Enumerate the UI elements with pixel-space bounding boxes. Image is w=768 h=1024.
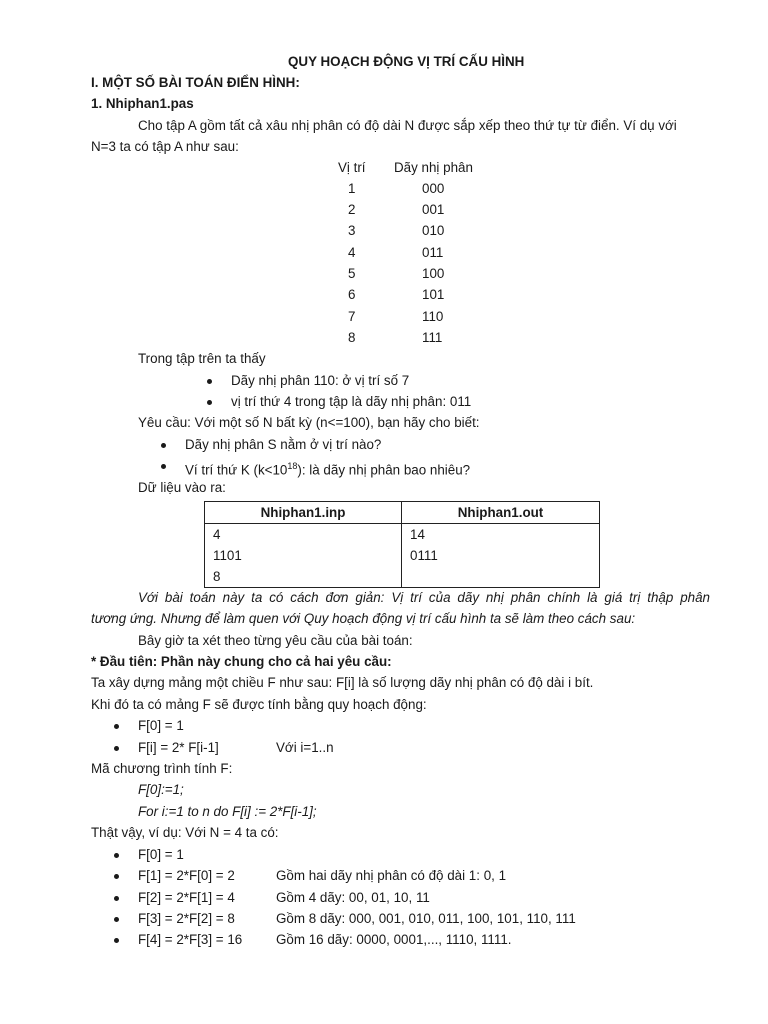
example-bullet: F[2] = 2*F[1] = 4	[138, 890, 235, 905]
observe-text: Trong tập trên ta thấy	[138, 351, 266, 366]
table-row-position: 3	[348, 223, 356, 238]
table-row-position: 5	[348, 266, 356, 281]
io-table-header-row	[205, 502, 600, 524]
table-row-sequence: 101	[422, 287, 445, 302]
io-input-line: 8	[213, 569, 221, 584]
io-input-line: 4	[213, 527, 221, 542]
intro-text-line1: Cho tập A gồm tất cả xâu nhị phân có độ dài N được sắp xếp theo thứ tự từ điển. Ví dụ với	[138, 118, 677, 133]
code-label: Mã chương trình tính F:	[91, 761, 233, 776]
dp-intro-text: Khi đó ta có mảng F sẽ được tính bằng quy hoạch động:	[91, 697, 427, 712]
io-input-cell	[205, 524, 402, 588]
example-text: Thật vậy, ví dụ: Với N = 4 ta có:	[91, 825, 279, 840]
io-output-header: Nhiphan1.out	[402, 502, 600, 524]
table-row-sequence: 011	[422, 245, 444, 260]
code-line: F[0]:=1;	[138, 782, 184, 797]
example-bullet-note: Gồm 16 dãy: 0000, 0001,..., 1110, 1111.	[276, 932, 512, 947]
build-array-text: Ta xây dựng mảng một chiều F như sau: F[i] là số lượng dãy nhị phân có độ dài i bít.	[91, 675, 594, 690]
table-row-position: 7	[348, 309, 356, 324]
first-part-heading: * Đầu tiên: Phần này chung cho cả hai yêu cầu:	[91, 654, 392, 669]
requirement-bullet	[185, 457, 470, 479]
table-row-sequence: 100	[422, 266, 445, 281]
table-header-position: Vị trí	[338, 160, 366, 175]
observe-bullet: vị trí thứ 4 trong tập là dãy nhị phân: 011	[231, 394, 472, 409]
table-row-position: 2	[348, 202, 356, 217]
io-output-line: 14	[410, 527, 425, 542]
io-input-line: 1101	[213, 548, 242, 563]
io-output-line	[410, 566, 591, 587]
dp-bullet-note: Với i=1..n	[276, 740, 334, 755]
table-header-sequence: Dãy nhị phân	[394, 160, 473, 175]
io-output-cell	[402, 524, 600, 588]
observe-bullet: Dãy nhị phân 110: ở vị trí số 7	[231, 373, 410, 388]
example-bullet-note: Gồm 8 dãy: 000, 001, 010, 011, 100, 101, 110, 111	[276, 911, 576, 926]
table-row-position: 8	[348, 330, 356, 345]
io-input-header: Nhiphan1.inp	[205, 502, 402, 524]
requirement-bullet-post: ): là dãy nhị phân bao nhiêu?	[297, 462, 471, 478]
requirement-bullet: Dãy nhị phân S nằm ở vị trí nào?	[185, 437, 382, 452]
table-row-position: 1	[348, 181, 356, 196]
requirement-bullet-exponent: 18	[287, 461, 298, 471]
dp-bullet: F[i] = 2* F[i-1]	[138, 740, 219, 755]
table-row-sequence: 000	[422, 181, 445, 196]
page-title: QUY HOẠCH ĐỘNG VỊ TRÍ CẤU HÌNH	[288, 54, 525, 69]
dp-bullet: F[0] = 1	[138, 718, 184, 733]
table-row-sequence: 001	[422, 202, 445, 217]
example-bullet-note: Gồm hai dãy nhị phân có độ dài 1: 0, 1	[276, 868, 507, 883]
italic-note-line1: Với bài toán này ta có cách đơn giản: Vị trí của dãy nhị phân chính là giá trị thập phân	[138, 590, 710, 605]
example-bullet: F[0] = 1	[138, 847, 184, 862]
table-row-position: 6	[348, 287, 356, 302]
intro-text-line2: N=3 ta có tập A như sau:	[91, 139, 239, 154]
example-bullet: F[4] = 2*F[3] = 16	[138, 932, 243, 947]
io-label: Dữ liệu vào ra:	[138, 480, 226, 495]
table-row-sequence: 110	[422, 309, 444, 324]
requirement-text: Yêu cầu: Với một số N bất kỳ (n<=100), bạn hãy cho biết:	[138, 415, 480, 430]
table-row-sequence: 010	[422, 223, 445, 238]
io-table-data-row	[205, 524, 600, 588]
io-output-line: 0111	[410, 548, 438, 563]
io-table	[204, 501, 600, 588]
italic-note-line2: tương ứng. Nhưng để làm quen với Quy hoạch động vị trí cấu hình ta sẽ làm theo cách sau:	[91, 611, 636, 626]
now-text: Bây giờ ta xét theo từng yêu cầu của bài toán:	[138, 633, 413, 648]
section-heading: I. MỘT SỐ BÀI TOÁN ĐIỂN HÌNH:	[91, 75, 300, 90]
example-bullet: F[3] = 2*F[2] = 8	[138, 911, 235, 926]
requirement-bullet-pre: Ví trí thứ K (k<10	[185, 462, 288, 478]
table-row-position: 4	[348, 245, 356, 260]
example-bullet-note: Gồm 4 dãy: 00, 01, 10, 11	[276, 890, 430, 905]
problem-heading: 1. Nhiphan1.pas	[91, 96, 194, 111]
code-line: For i:=1 to n do F[i] := 2*F[i-1];	[138, 804, 317, 819]
example-bullet: F[1] = 2*F[0] = 2	[138, 868, 235, 883]
table-row-sequence: 111	[422, 330, 443, 345]
